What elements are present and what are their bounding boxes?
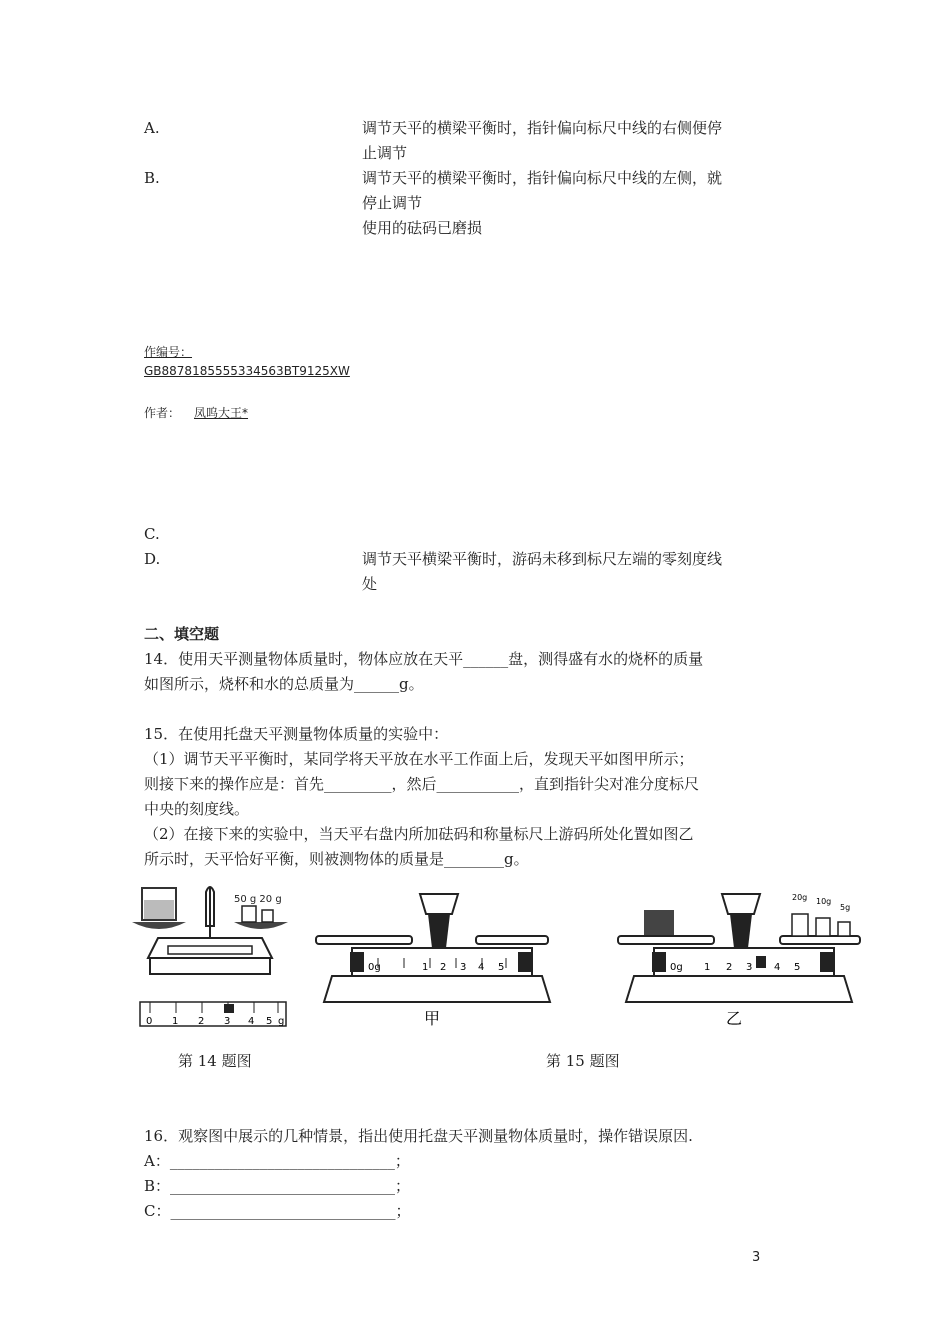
option-b-letter: B. xyxy=(144,169,160,187)
left-pan xyxy=(618,936,714,944)
question-14 xyxy=(144,647,703,697)
option-b-line2: 停止调节 xyxy=(362,194,423,212)
left-nut-icon xyxy=(652,952,666,972)
option-d-text xyxy=(362,547,772,597)
option-d-line1: 调节天平横梁平衡时，游码未移到标尺左端的零刻度线 xyxy=(362,550,723,568)
fig15-jia-tick-5: 5 xyxy=(498,962,505,973)
fig15-jia-tick-0: 0g xyxy=(368,962,381,973)
fig15-jia-tick-4: 4 xyxy=(478,962,485,973)
weight-label-20g: 20g xyxy=(792,893,808,902)
caption-14: 第 14 题图 xyxy=(178,1052,252,1070)
water-fill xyxy=(144,900,174,919)
q15-line5: （2）在接下来的实验中，当天平右盘内所加砝码和称量标尺上游码所处化置如图乙 xyxy=(144,825,694,843)
question-16 xyxy=(144,1124,693,1224)
right-nut-icon xyxy=(820,952,834,972)
option-a-line2: 止调节 xyxy=(362,144,408,162)
fig14-tick-5: 5 xyxy=(266,1016,273,1027)
fig15-jia-tick-2: 2 xyxy=(440,962,447,973)
author-line xyxy=(144,404,268,421)
option-b-line3: 使用的砝码已磨损 xyxy=(362,219,483,237)
fig14-scale-ruler xyxy=(140,1002,286,1026)
fig14-tick-2: 2 xyxy=(198,1016,205,1027)
dial-icon xyxy=(722,894,760,914)
fig15-yi-base xyxy=(626,976,852,1002)
left-pan xyxy=(316,936,412,944)
q15-line3: 则接下来的操作应是：首先_________，然后___________，直到指针尖对准分度标尺 xyxy=(144,775,700,793)
option-a-letter: A. xyxy=(144,119,160,137)
weight-label-5g: 5g xyxy=(840,903,851,912)
q16-c: C：______________________________； xyxy=(144,1202,411,1220)
right-pan xyxy=(780,936,860,944)
fig15-jia-tick-3: 3 xyxy=(460,962,467,973)
figure-15-yi-balance xyxy=(614,884,864,1034)
figure-15-jia-balance xyxy=(312,884,552,1034)
option-d-letter: D. xyxy=(144,550,161,568)
caption-15: 第 15 题图 xyxy=(546,1052,620,1070)
balance-foot xyxy=(150,958,270,974)
object-block-icon xyxy=(644,910,674,936)
q16-line1: 16．观察图中展示的几种情景，指出使用托盘天平测量物体质量时，操作错误原因. xyxy=(144,1127,693,1145)
fig15-yi-tick-4: 4 xyxy=(774,962,781,973)
weight-50g-icon xyxy=(242,906,256,922)
q15-line6: 所示时，天平恰好平衡，则被测物体的质量是________g。 xyxy=(144,850,529,868)
column-icon xyxy=(730,914,752,948)
option-a-text xyxy=(362,116,772,166)
option-a-line1: 调节天平的横梁平衡时，指针偏向标尺中线的右侧便停 xyxy=(362,119,723,137)
q15-line2: （1）调节天平平衡时，某同学将天平放在水平工作面上后，发现天平如图甲所示； xyxy=(144,750,694,768)
q14-line1: 14．使用天平测量物体质量时，物体应放在天平______盘，测得盛有水的烧杯的质量 xyxy=(144,650,704,668)
rider-icon xyxy=(756,956,766,968)
dial-icon xyxy=(420,894,458,914)
weight-10g-icon xyxy=(816,918,830,936)
fig15-yi-tick-0: 0g xyxy=(670,962,683,973)
figure-14-balance xyxy=(128,878,293,1033)
left-pan xyxy=(132,922,186,929)
fig15-yi-tick-1: 1 xyxy=(704,962,711,973)
q15-line1: 15．在使用托盘天平测量物体质量的实验中： xyxy=(144,725,449,743)
q15-line4: 中央的刻度线。 xyxy=(144,800,250,818)
author-label: 作者： xyxy=(144,406,181,420)
weight-20g-icon xyxy=(262,910,273,922)
fig15-jia-base xyxy=(324,976,550,1002)
right-pan xyxy=(476,936,548,944)
section-title: 二、填空题 xyxy=(144,625,220,643)
fig14-tick-1: 1 xyxy=(172,1016,179,1027)
option-b-line1: 调节天平的横梁平衡时，指针偏向标尺中线的左侧，就 xyxy=(362,169,723,187)
fig14-weights-label: 50 g 20 g xyxy=(234,894,282,905)
option-c-letter: C. xyxy=(144,525,160,543)
q16-a: A：______________________________； xyxy=(144,1152,410,1170)
fig15-yi-tick-5: 5 xyxy=(794,962,801,973)
fig15-jia-tick-1: 1 xyxy=(422,962,429,973)
fig14-tick-unit: g xyxy=(278,1016,285,1027)
rider-icon xyxy=(224,1004,234,1013)
fig15-yi-tick-3: 3 xyxy=(746,962,753,973)
weight-label-10g: 10g xyxy=(816,897,832,906)
code-label: 作编号： xyxy=(144,345,193,359)
column-icon xyxy=(428,914,450,948)
right-pan xyxy=(234,922,288,929)
option-d-line2: 处 xyxy=(362,575,378,593)
page-number: 3 xyxy=(752,1250,761,1265)
fig14-tick-3: 3 xyxy=(224,1016,231,1027)
question-15 xyxy=(144,722,699,872)
fig15-yi-tick-2: 2 xyxy=(726,962,733,973)
option-b-text xyxy=(362,166,772,241)
fig14-tick-0: 0 xyxy=(146,1016,153,1027)
q16-b: B：______________________________； xyxy=(144,1177,411,1195)
weight-5g-icon xyxy=(838,922,850,936)
right-nut-icon xyxy=(518,952,532,972)
weight-20g-icon xyxy=(792,914,808,936)
code-value: GB8878185555334563BT9125XW xyxy=(144,364,350,378)
author-value: 凤呜大王* xyxy=(194,406,249,420)
label-yi: 乙 xyxy=(726,1009,743,1028)
q14-line2: 如图所示，烧杯和水的总质量为______g。 xyxy=(144,675,424,693)
slider-track xyxy=(168,946,252,954)
label-jia: 甲 xyxy=(424,1009,441,1028)
fig14-tick-4: 4 xyxy=(248,1016,255,1027)
left-nut-icon xyxy=(350,952,364,972)
